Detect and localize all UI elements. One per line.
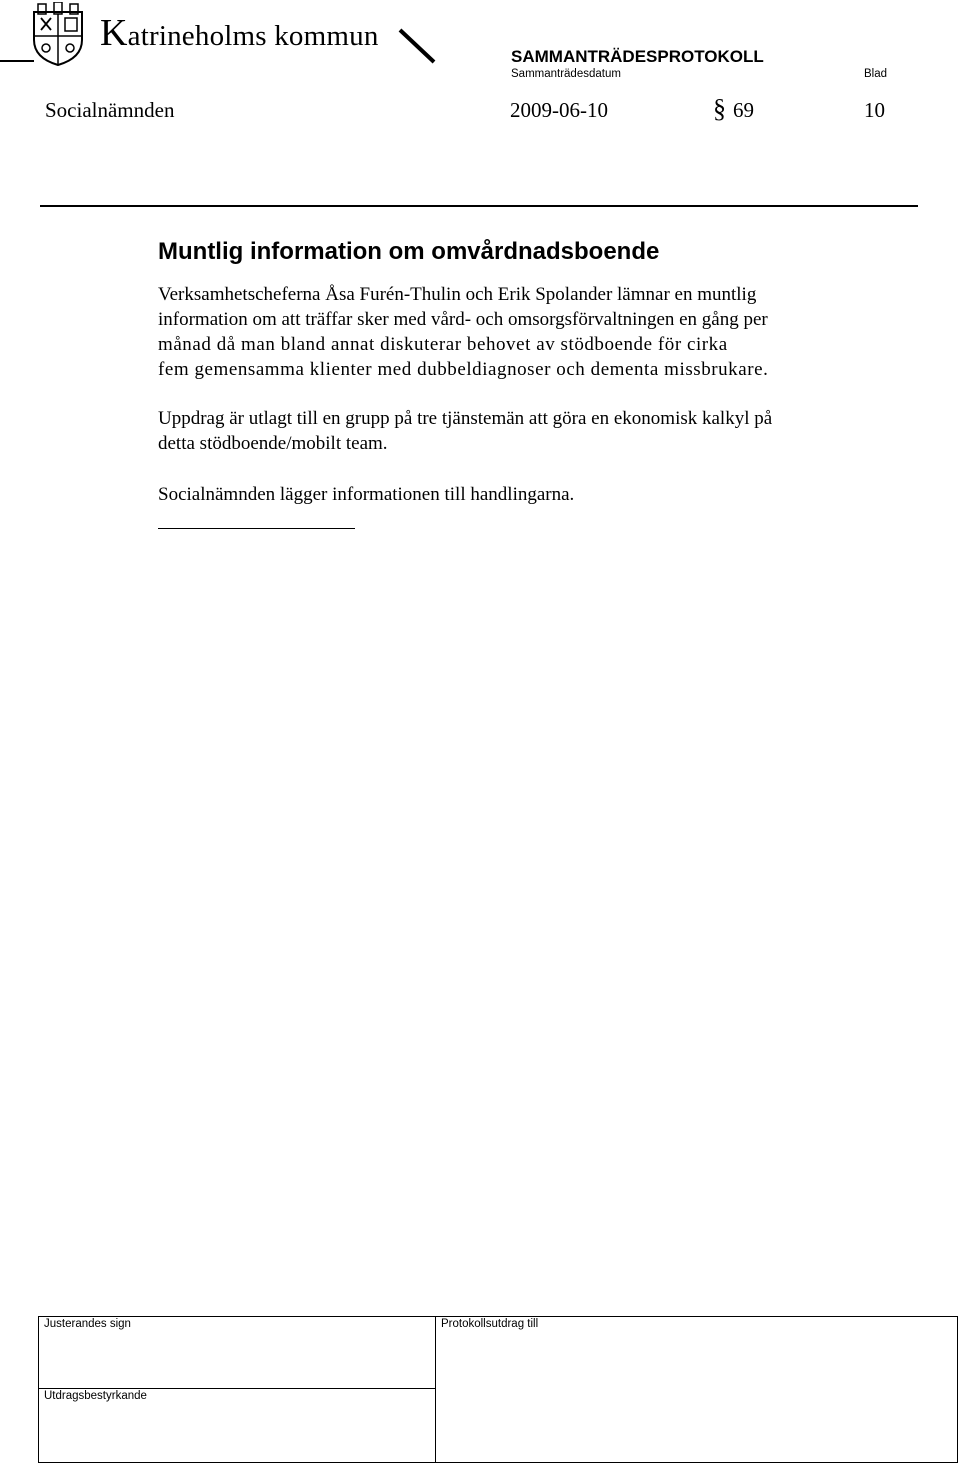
logo-underline-left [0,60,34,62]
meeting-date: 2009-06-10 [510,98,608,122]
paragraph-2-line: Uppdrag är utlagt till en grupp på tre tjänstemän att göra en ekonomisk kalkyl på [158,408,773,429]
section-title: Muntlig information om omvårdnadsboende [158,238,660,265]
signature-box [38,1316,958,1463]
committee-name: Socialnämnden [45,98,175,122]
page-label: Blad [864,68,888,80]
meeting-date-label: Sammanträdesdatum [511,68,621,80]
paragraph-symbol: § [713,94,726,123]
signature-box-vertical-divider [435,1316,436,1463]
page-number: 10 [864,98,885,122]
paragraph-number: 69 [733,98,754,122]
extract-certification-label: Utdragsbestyrkande [44,1390,147,1402]
logo-swoosh-icon [398,28,438,64]
municipal-crest-icon [32,2,84,66]
section-end-rule [158,528,355,529]
extract-to-label: Protokollsutdrag till [441,1318,539,1330]
header-divider [40,205,918,207]
adjuster-sign-label: Justerandes sign [44,1318,131,1330]
signature-box-horizontal-divider [38,1388,436,1389]
document-type: SAMMANTRÄDESPROTOKOLL [511,47,764,66]
paragraph-2-line: detta stödboende/mobilt team. [158,433,388,454]
paragraph-2 [158,406,898,456]
paragraph-1-line: information om att träffar sker med vård- och omsorgsförvaltningen en gång per [158,309,768,330]
paragraph-1-line: månad då man bland annat diskuterar behovet av stödboende för cirka [158,334,728,355]
paragraph-1-line: fem gemensamma klienter med dubbeldiagnoser och dementa missbrukare. [158,359,769,380]
municipality-name: Katrineholms kommun [100,12,379,54]
paragraph-3: Socialnämnden lägger informationen till handlingarna. [158,484,575,505]
paragraph-1 [158,282,898,382]
paragraph-1-line: Verksamhetscheferna Åsa Furén-Thulin och Erik Spolander lämnar en muntlig [158,284,757,305]
